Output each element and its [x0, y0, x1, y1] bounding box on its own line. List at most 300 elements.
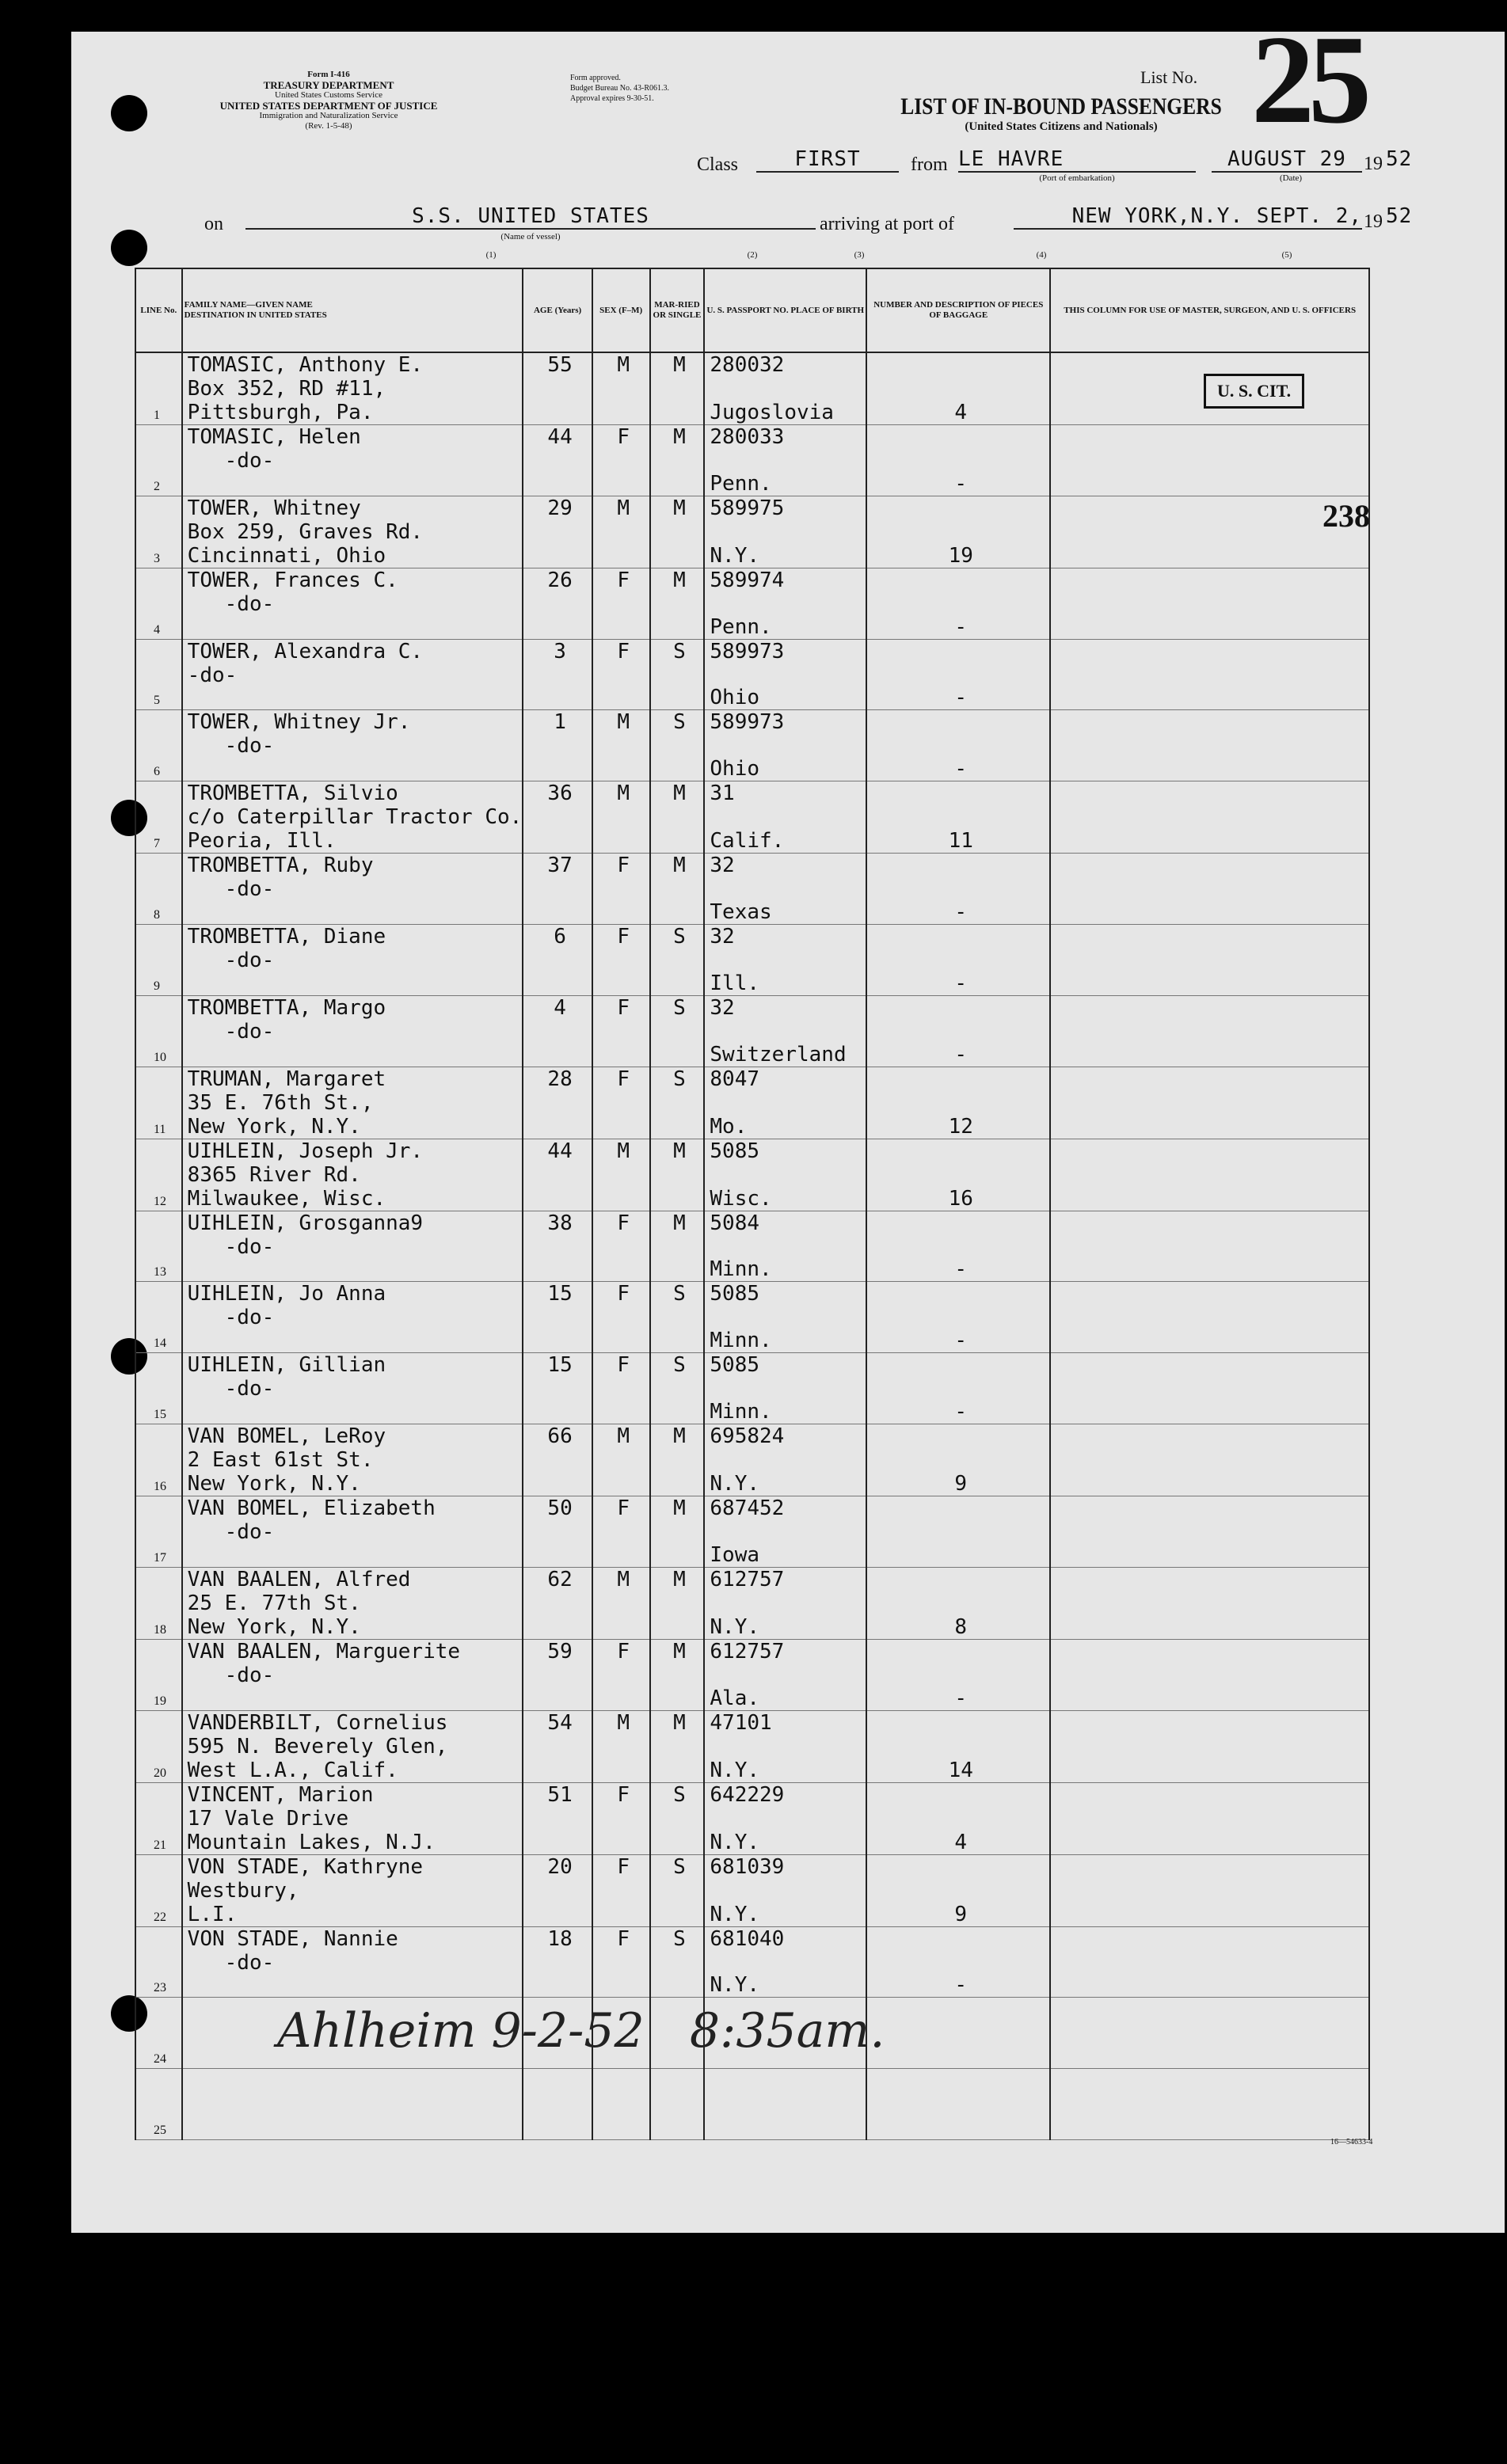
- passport-number: 32: [710, 854, 735, 878]
- line-number-cell: [135, 1710, 182, 1782]
- line-number-cell: [135, 352, 182, 425]
- place-of-birth: Penn.: [710, 471, 772, 496]
- age-cell: [523, 1496, 592, 1567]
- name-cell-text: VAN BOMEL, Elizabeth -do-: [187, 1496, 436, 1544]
- baggage-count: 19: [948, 543, 973, 568]
- name-cell-text: TOWER, Whitney Jr. -do-: [187, 710, 411, 759]
- passport-number: 589974: [710, 568, 785, 592]
- baggage-count: 12: [948, 1114, 973, 1139]
- sex-cell: [592, 1639, 650, 1710]
- officer-notes-cell: [1050, 1139, 1369, 1211]
- name-cell: [182, 1211, 523, 1282]
- sex-cell: [592, 496, 650, 568]
- marital-cell: [650, 1782, 705, 1854]
- sex-cell: [592, 1211, 650, 1282]
- sex-cell: [592, 1710, 650, 1782]
- name-cell: [182, 352, 523, 425]
- dept-justice: UNITED STATES DEPARTMENT OF JUSTICE: [219, 100, 438, 112]
- class-label: Class: [697, 154, 739, 175]
- officer-notes-cell: [1050, 639, 1369, 710]
- binder-hole: [111, 230, 147, 266]
- line-number: 13: [154, 1265, 166, 1280]
- age-cell: [523, 496, 592, 568]
- officer-notes-cell: [1050, 995, 1369, 1067]
- baggage-count: 11: [948, 829, 973, 854]
- age-cell-text: 26: [547, 568, 573, 592]
- baggage-count: 9: [954, 1902, 968, 1926]
- baggage-count: 9: [954, 1471, 968, 1496]
- baggage-cell: [866, 1998, 1050, 2069]
- sex-cell: [592, 924, 650, 995]
- baggage-count: 14: [948, 1758, 973, 1782]
- passport-cell: [704, 1353, 866, 1424]
- passport-cell: [704, 854, 866, 925]
- place-of-birth: Wisc.: [710, 1186, 772, 1211]
- passport-cell: [704, 995, 866, 1067]
- place-of-birth: Ohio: [710, 757, 760, 781]
- name-cell: [182, 1639, 523, 1710]
- passport-number: 589973: [710, 710, 785, 735]
- age-cell: [523, 1782, 592, 1854]
- table-row: [135, 1282, 1369, 1353]
- officer-notes-cell: [1050, 1211, 1369, 1282]
- sex-cell-text: F: [617, 854, 630, 878]
- departure-year-prefix: 19: [1364, 154, 1383, 174]
- passport-number: 681039: [710, 1854, 785, 1879]
- age-cell: [523, 1067, 592, 1139]
- approval-block: [570, 73, 669, 104]
- approval-line: Approval expires 9-30-51.: [570, 94, 654, 103]
- marital-cell: [650, 781, 705, 854]
- baggage-cell: [866, 1567, 1050, 1639]
- age-cell: [523, 1282, 592, 1353]
- age-cell: [523, 425, 592, 496]
- name-cell-text: UIHLEIN, Joseph Jr. 8365 River Rd. Milwaukee, Wisc.: [187, 1139, 424, 1211]
- from-label: from: [911, 154, 948, 175]
- officer-notes-cell: [1050, 496, 1369, 568]
- name-cell: [182, 1567, 523, 1639]
- baggage-cell: [866, 995, 1050, 1067]
- name-cell-text: VAN BAALEN, Marguerite -do-: [187, 1639, 461, 1687]
- name-cell: [182, 710, 523, 781]
- table-row: [135, 425, 1369, 496]
- baggage-cell: [866, 1353, 1050, 1424]
- age-cell-text: 18: [547, 1926, 573, 1951]
- name-cell-text: TROMBETTA, Margo -do-: [187, 995, 386, 1044]
- marital-cell: [650, 568, 705, 639]
- name-cell: [182, 1282, 523, 1353]
- passport-number: 280033: [710, 425, 785, 449]
- name-cell-text: VINCENT, Marion 17 Vale Drive Mountain Lakes, N.J.: [187, 1782, 436, 1854]
- baggage-cell: [866, 1282, 1050, 1353]
- approval-line: Budget Bureau No. 43-R061.3.: [570, 84, 669, 93]
- baggage-cell: [866, 781, 1050, 854]
- line-number: 23: [154, 1981, 166, 1995]
- sex-cell: [592, 1424, 650, 1496]
- marital-cell: [650, 1424, 705, 1496]
- sex-cell-text: F: [617, 1854, 630, 1879]
- baggage-cell: [866, 1639, 1050, 1710]
- line-number: 10: [154, 1050, 166, 1064]
- table-row: [135, 1854, 1369, 1926]
- marital-cell: [650, 2069, 705, 2140]
- marital-cell: [650, 352, 705, 425]
- line-number-cell: [135, 1353, 182, 1424]
- marital-cell: [650, 425, 705, 496]
- passport-cell: [704, 568, 866, 639]
- officer-notes-cell: [1050, 1998, 1369, 2069]
- line-number: 4: [154, 622, 160, 637]
- sex-cell: [592, 1282, 650, 1353]
- name-cell: [182, 568, 523, 639]
- marital-cell-text: M: [673, 425, 686, 449]
- line-number: 1: [154, 409, 160, 422]
- baggage-cell: [866, 1710, 1050, 1782]
- col-number-4: (4): [1036, 250, 1047, 260]
- line-number: 16: [154, 1479, 166, 1493]
- sex-cell: [592, 1139, 650, 1211]
- line-number-cell: [135, 1998, 182, 2069]
- baggage-cell: [866, 1067, 1050, 1139]
- arriving-label: arriving at port of: [820, 214, 954, 234]
- age-cell-text: 37: [547, 854, 573, 878]
- marital-cell: [650, 1567, 705, 1639]
- place-of-birth: Switzerland: [710, 1042, 847, 1067]
- marital-cell: [650, 1926, 705, 1998]
- page-title: LIST OF IN-BOUND PASSENGERS: [900, 93, 1222, 120]
- table-row: [135, 1139, 1369, 1211]
- class-value: FIRST: [756, 147, 899, 173]
- age-cell-text: 44: [547, 1139, 573, 1163]
- line-number: 22: [154, 1910, 166, 1924]
- sex-cell: [592, 1567, 650, 1639]
- vessel-name: S.S. UNITED STATES: [245, 204, 816, 230]
- marital-cell: [650, 1854, 705, 1926]
- passport-number: 5085: [710, 1353, 760, 1378]
- age-cell: [523, 568, 592, 639]
- form-number: Form I-416: [307, 70, 350, 79]
- line-number-cell: [135, 496, 182, 568]
- col-header-line-no: LINE No.: [135, 268, 182, 352]
- table-row: [135, 1639, 1369, 1710]
- line-number: 12: [154, 1194, 166, 1208]
- approval-line: Form approved.: [570, 74, 621, 82]
- marital-cell: [650, 1353, 705, 1424]
- passport-cell: [704, 924, 866, 995]
- embarkation-port: LE HAVRE: [958, 147, 1196, 173]
- name-cell: [182, 1067, 523, 1139]
- name-cell: [182, 425, 523, 496]
- line-number: 3: [154, 551, 160, 565]
- age-cell-text: 20: [547, 1854, 573, 1879]
- line-number: 2: [154, 479, 160, 493]
- passport-cell: [704, 1854, 866, 1926]
- age-cell-text: 4: [554, 995, 566, 1020]
- baggage-cell: [866, 352, 1050, 425]
- marital-cell: [650, 710, 705, 781]
- name-cell: [182, 1139, 523, 1211]
- sex-cell-text: M: [617, 1424, 630, 1448]
- name-cell-text: UIHLEIN, Jo Anna -do-: [187, 1282, 386, 1330]
- age-cell-text: 29: [547, 496, 573, 520]
- baggage-count: -: [954, 686, 968, 710]
- marital-cell-text: S: [673, 1353, 686, 1378]
- passport-cell: [704, 2069, 866, 2140]
- officer-notes-cell: [1050, 1353, 1369, 1424]
- on-label: on: [204, 214, 223, 234]
- table-row: [135, 1710, 1369, 1782]
- age-cell: [523, 1353, 592, 1424]
- place-of-birth: Calif.: [710, 829, 785, 854]
- place-of-birth: Ill.: [710, 971, 760, 995]
- sex-cell-text: F: [617, 1211, 630, 1235]
- sex-cell-text: F: [617, 1782, 630, 1807]
- place-of-birth: Texas: [710, 899, 772, 924]
- sex-cell-text: F: [617, 924, 630, 949]
- departure-year: 52: [1386, 147, 1413, 171]
- line-number-cell: [135, 425, 182, 496]
- officer-notes-cell: [1050, 1854, 1369, 1926]
- marital-cell-text: M: [673, 1639, 686, 1664]
- age-cell: [523, 639, 592, 710]
- name-cell: [182, 781, 523, 854]
- age-cell: [523, 1424, 592, 1496]
- sex-cell-text: M: [617, 353, 630, 377]
- name-cell-text: TOMASIC, Anthony E. Box 352, RD #11, Pittsburgh, Pa.: [187, 353, 424, 424]
- sex-cell-text: F: [617, 568, 630, 592]
- baggage-count: -: [954, 757, 968, 781]
- marital-cell-text: S: [673, 1282, 686, 1306]
- sex-cell-text: M: [617, 781, 630, 806]
- age-cell-text: 44: [547, 425, 573, 449]
- marital-cell-text: S: [673, 710, 686, 735]
- line-number-cell: [135, 1067, 182, 1139]
- age-cell-text: 3: [554, 639, 566, 664]
- table-row: [135, 1353, 1369, 1424]
- vessel-caption: (Name of vessel): [500, 232, 561, 241]
- baggage-cell: [866, 1926, 1050, 1998]
- sex-cell-text: M: [617, 1567, 630, 1591]
- col-number-1: (1): [485, 250, 497, 260]
- age-cell-text: 55: [547, 353, 573, 377]
- name-cell: [182, 639, 523, 710]
- marital-cell: [650, 1282, 705, 1353]
- place-of-birth: N.Y.: [710, 1973, 760, 1998]
- sex-cell: [592, 1926, 650, 1998]
- footer-code: 16—54633-4: [1330, 2138, 1373, 2146]
- place-of-birth: Minn.: [710, 1329, 772, 1353]
- table-header: [135, 268, 1369, 352]
- baggage-cell: [866, 1211, 1050, 1282]
- name-cell-text: TOWER, Alexandra C. -do-: [187, 639, 424, 687]
- passport-number: 687452: [710, 1496, 785, 1520]
- baggage-cell: [866, 1782, 1050, 1854]
- line-number-cell: [135, 781, 182, 854]
- line-number-cell: [135, 924, 182, 995]
- place-of-birth: N.Y.: [710, 1471, 760, 1496]
- place-of-birth: N.Y.: [710, 1758, 760, 1782]
- baggage-cell: [866, 2069, 1050, 2140]
- baggage-cell: [866, 496, 1050, 568]
- place-of-birth: N.Y.: [710, 1830, 760, 1854]
- departure-date: AUGUST 29: [1212, 147, 1362, 173]
- name-cell: [182, 1424, 523, 1496]
- citizen-stamp: U. S. CIT.: [1204, 374, 1304, 409]
- line-number-cell: [135, 639, 182, 710]
- marital-cell: [650, 1496, 705, 1567]
- line-number-cell: [135, 1496, 182, 1567]
- baggage-count: -: [954, 1973, 968, 1998]
- baggage-cell: [866, 1139, 1050, 1211]
- dept-justice-sub: Immigration and Naturalization Service: [259, 111, 398, 120]
- place-of-birth: Mo.: [710, 1114, 748, 1139]
- passport-number: 47101: [710, 1710, 772, 1735]
- marital-cell-text: M: [673, 1496, 686, 1520]
- place-of-birth: N.Y.: [710, 1902, 760, 1926]
- line-number-cell: [135, 1211, 182, 1282]
- marital-cell-text: S: [673, 1067, 686, 1091]
- baggage-count: -: [954, 899, 968, 924]
- sex-cell: [592, 995, 650, 1067]
- line-number-cell: [135, 1926, 182, 1998]
- name-cell-text: TOWER, Frances C. -do-: [187, 568, 398, 616]
- age-cell: [523, 1854, 592, 1926]
- marital-cell: [650, 1639, 705, 1710]
- table-row: [135, 710, 1369, 781]
- sex-cell: [592, 2069, 650, 2140]
- baggage-cell: [866, 854, 1050, 925]
- place-of-birth: Ala.: [710, 1686, 760, 1710]
- officer-notes-cell: [1050, 710, 1369, 781]
- sex-cell-text: M: [617, 1139, 630, 1163]
- age-cell-text: 1: [554, 710, 566, 735]
- passport-number: 5085: [710, 1139, 760, 1163]
- line-number-cell: [135, 995, 182, 1067]
- passport-number: 280032: [710, 353, 785, 377]
- baggage-cell: [866, 425, 1050, 496]
- age-cell: [523, 2069, 592, 2140]
- name-cell-text: TROMBETTA, Silvio c/o Caterpillar Tractor Co. Peoria, Ill.: [187, 781, 523, 854]
- sex-cell-text: F: [617, 1067, 630, 1091]
- marital-cell: [650, 995, 705, 1067]
- age-cell-text: 54: [547, 1710, 573, 1735]
- age-cell-text: 66: [547, 1424, 573, 1448]
- embarkation-caption: (Port of embarkation): [1039, 173, 1115, 183]
- passport-cell: [704, 352, 866, 425]
- sex-cell-text: M: [617, 1710, 630, 1735]
- table-row: [135, 781, 1369, 854]
- table-row: [135, 924, 1369, 995]
- name-cell: [182, 1782, 523, 1854]
- age-cell-text: 6: [554, 924, 566, 949]
- baggage-count: -: [954, 471, 968, 496]
- line-number-cell: [135, 1139, 182, 1211]
- table-row: [135, 1496, 1369, 1567]
- marital-cell-text: M: [673, 568, 686, 592]
- sex-cell: [592, 1067, 650, 1139]
- arrival-port: NEW YORK,N.Y. SEPT. 2,: [1014, 204, 1362, 230]
- line-number: 19: [154, 1694, 166, 1708]
- age-cell: [523, 1139, 592, 1211]
- line-number-cell: [135, 1567, 182, 1639]
- place-of-birth: Minn.: [710, 1257, 772, 1282]
- name-cell-text: UIHLEIN, Gillian -do-: [187, 1353, 386, 1401]
- age-cell-text: 62: [547, 1567, 573, 1591]
- passport-number: 32: [710, 924, 735, 949]
- table-row: [135, 1067, 1369, 1139]
- name-cell: [182, 995, 523, 1067]
- sex-cell-text: F: [617, 425, 630, 449]
- col-number-3: (3): [854, 250, 865, 260]
- officer-notes-cell: [1050, 1639, 1369, 1710]
- officer-notes-cell: [1050, 924, 1369, 995]
- passport-cell: [704, 1067, 866, 1139]
- table-row: [135, 854, 1369, 925]
- sex-cell: [592, 1782, 650, 1854]
- binder-hole: [111, 95, 147, 131]
- officer-signature: Ahlheim 9-2-52 8:35am.: [277, 2003, 885, 2059]
- sex-cell-text: F: [617, 1496, 630, 1520]
- baggage-count: -: [954, 971, 968, 995]
- marital-cell: [650, 496, 705, 568]
- baggage-count: -: [954, 614, 968, 639]
- sex-cell-text: F: [617, 639, 630, 664]
- sex-cell: [592, 352, 650, 425]
- passport-number: 8047: [710, 1067, 760, 1091]
- dept-treasury-sub: United States Customs Service: [275, 90, 382, 100]
- passport-cell: [704, 1639, 866, 1710]
- line-number-cell: [135, 1782, 182, 1854]
- marital-cell-text: S: [673, 1854, 686, 1879]
- baggage-cell: [866, 568, 1050, 639]
- age-cell: [523, 352, 592, 425]
- name-cell-text: VON STADE, Nannie -do-: [187, 1926, 398, 1975]
- name-cell-text: UIHLEIN, Grosganna9 -do-: [187, 1211, 424, 1259]
- marital-cell-text: M: [673, 1139, 686, 1163]
- line-number: 21: [154, 1838, 166, 1852]
- age-cell-text: 36: [547, 781, 573, 806]
- age-cell-text: 38: [547, 1211, 573, 1235]
- officer-notes-cell: [1050, 1710, 1369, 1782]
- marital-cell: [650, 639, 705, 710]
- marital-cell-text: M: [673, 781, 686, 806]
- name-cell: [182, 2069, 523, 2140]
- place-of-birth: N.Y.: [710, 543, 760, 568]
- sex-cell: [592, 1496, 650, 1567]
- col-header-passport: U. S. PASSPORT NO. PLACE OF BIRTH: [704, 268, 866, 352]
- line-number-cell: [135, 2069, 182, 2140]
- baggage-count: -: [954, 1686, 968, 1710]
- col-number-5: (5): [1281, 250, 1292, 260]
- table-row: [135, 352, 1369, 425]
- baggage-count: -: [954, 1399, 968, 1424]
- col-header-name: FAMILY NAME—GIVEN NAME DESTINATION IN UNITED STATES: [182, 268, 523, 352]
- col-number-2: (2): [747, 250, 758, 260]
- passport-cell: [704, 1496, 866, 1567]
- marital-cell-text: M: [673, 1567, 686, 1591]
- passport-cell: [704, 639, 866, 710]
- age-cell-text: 28: [547, 1067, 573, 1091]
- line-number: 15: [154, 1407, 166, 1421]
- marital-cell-text: M: [673, 496, 686, 520]
- line-number-cell: [135, 1424, 182, 1496]
- age-cell: [523, 1211, 592, 1282]
- place-of-birth: Jugoslovia: [710, 401, 834, 424]
- name-cell: [182, 854, 523, 925]
- table-row: [135, 1567, 1369, 1639]
- line-number: 8: [154, 907, 160, 922]
- officer-notes-cell: [1050, 1926, 1369, 1998]
